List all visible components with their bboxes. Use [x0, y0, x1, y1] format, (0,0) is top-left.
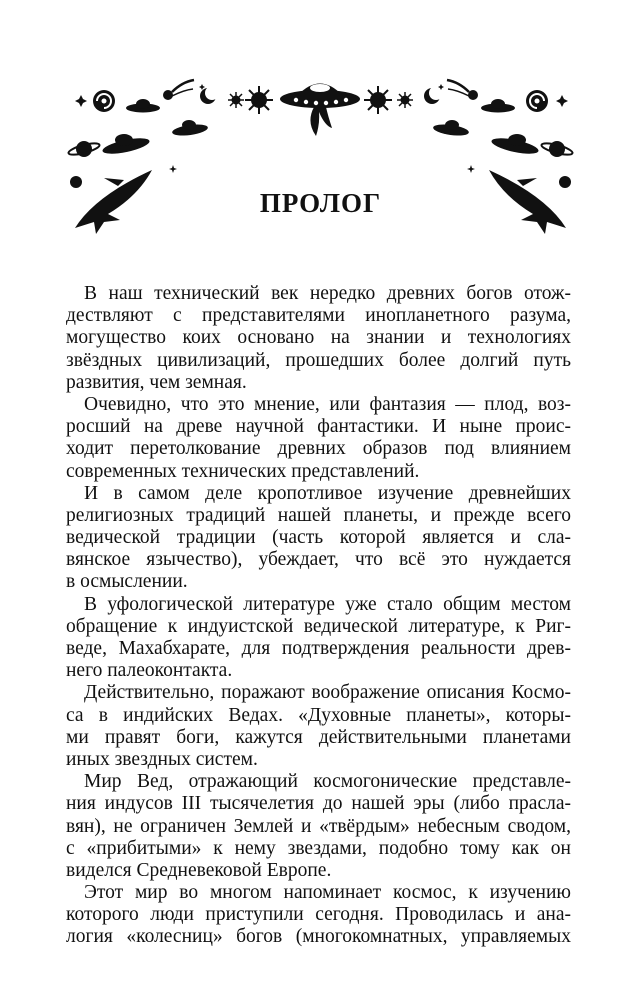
text-line: Этот мир во многом напоминает космос, к изучению	[84, 882, 571, 904]
text-line: религиозных традиций нашей планеты, и прежде всего	[66, 504, 571, 526]
text-line: росший на древе научной фантастики. И ныне проис-	[66, 416, 571, 438]
text-line: ния индусов III тысячелетия до нашей эры (либо прасла-	[66, 793, 571, 815]
body-text	[66, 283, 571, 949]
sun-icon	[228, 92, 244, 108]
planet-icon	[70, 176, 82, 188]
text-line: с «прибитыми» к нему звездами, подобно тому как он	[66, 837, 571, 859]
crescent-moon-star-icon	[199, 84, 219, 104]
text-line: современных технических представлений.	[66, 460, 420, 482]
text-line: могущество коих основано на знании и технологиях	[66, 327, 571, 349]
text-line: иных звездных систем.	[66, 748, 258, 770]
text-line: виделся Средневековой Европе.	[66, 859, 332, 881]
star-icon	[169, 165, 475, 173]
text-line: ми правят боги, кажутся действительными планетами	[66, 726, 571, 748]
ufo-icon	[171, 120, 208, 137]
text-line: развития, чем земная.	[66, 371, 247, 393]
crescent-moon-star-icon	[424, 84, 444, 104]
text-line: него палеоконтакта.	[66, 660, 233, 682]
flying-saucer-icon	[280, 84, 360, 137]
text-line: обращение к индуистской ведической литературе, к Риг-	[66, 615, 571, 637]
planet-icon	[68, 141, 101, 157]
text-line: ведической традиции (часть которой является и сла-	[66, 527, 571, 549]
chapter-title: ПРОЛОГ	[259, 188, 382, 218]
sun-icon	[364, 86, 392, 114]
spiral-galaxy-icon	[93, 90, 115, 112]
sun-icon	[397, 92, 413, 108]
text-line: логия «колесниц» богов (многокомнатных, управляемых	[66, 926, 571, 948]
ufo-icon	[101, 134, 150, 157]
comet-icon	[447, 80, 478, 100]
text-line: звёздных цивилизаций, прошедших более долгий путь	[66, 349, 571, 371]
sun-icon	[245, 86, 273, 114]
text-line: В уфологической литературе уже стало общим местом	[84, 593, 571, 615]
text-line: вян), не ограничен Землей и «твёрдым» небесным сводом,	[66, 815, 571, 837]
ufo-icon	[432, 120, 469, 137]
text-line: са в индийских Ведах. «Духовные планеты», которы-	[66, 704, 571, 726]
star-icon	[75, 95, 87, 107]
text-line: в осмыслении.	[66, 571, 188, 593]
star-icon	[556, 95, 568, 107]
text-line: ходит перетолкование древних образов под влиянием	[66, 438, 571, 460]
spiral-galaxy-icon	[526, 90, 548, 112]
ufo-icon	[490, 134, 539, 157]
text-line: веде, Махабхарате, для подтверждения реальности древ-	[66, 638, 571, 659]
text-line: которого люди приступили сегодня. Проводилась и ана-	[66, 904, 571, 926]
text-line: вянское язычество), убеждает, что всё это нуждается	[66, 549, 571, 571]
planet-icon	[541, 141, 574, 157]
text-line: дествляют с представителями инопланетного разума,	[66, 305, 571, 327]
text-line: Мир Вед, отражающий космогонические представле-	[84, 771, 571, 793]
text-line: Очевидно, что это мнение, или фантазия — плод, воз-	[84, 393, 571, 415]
planet-icon	[559, 176, 571, 188]
comet-icon	[163, 80, 194, 100]
ufo-icon	[126, 99, 160, 113]
ufo-icon	[481, 99, 515, 113]
text-line: И в самом деле кропотливое изучение древнейших	[84, 482, 571, 504]
text-line: В наш технический век нередко древних богов отож-	[84, 283, 571, 304]
text-line: Действительно, поражают воображение описания Космо-	[84, 682, 571, 704]
